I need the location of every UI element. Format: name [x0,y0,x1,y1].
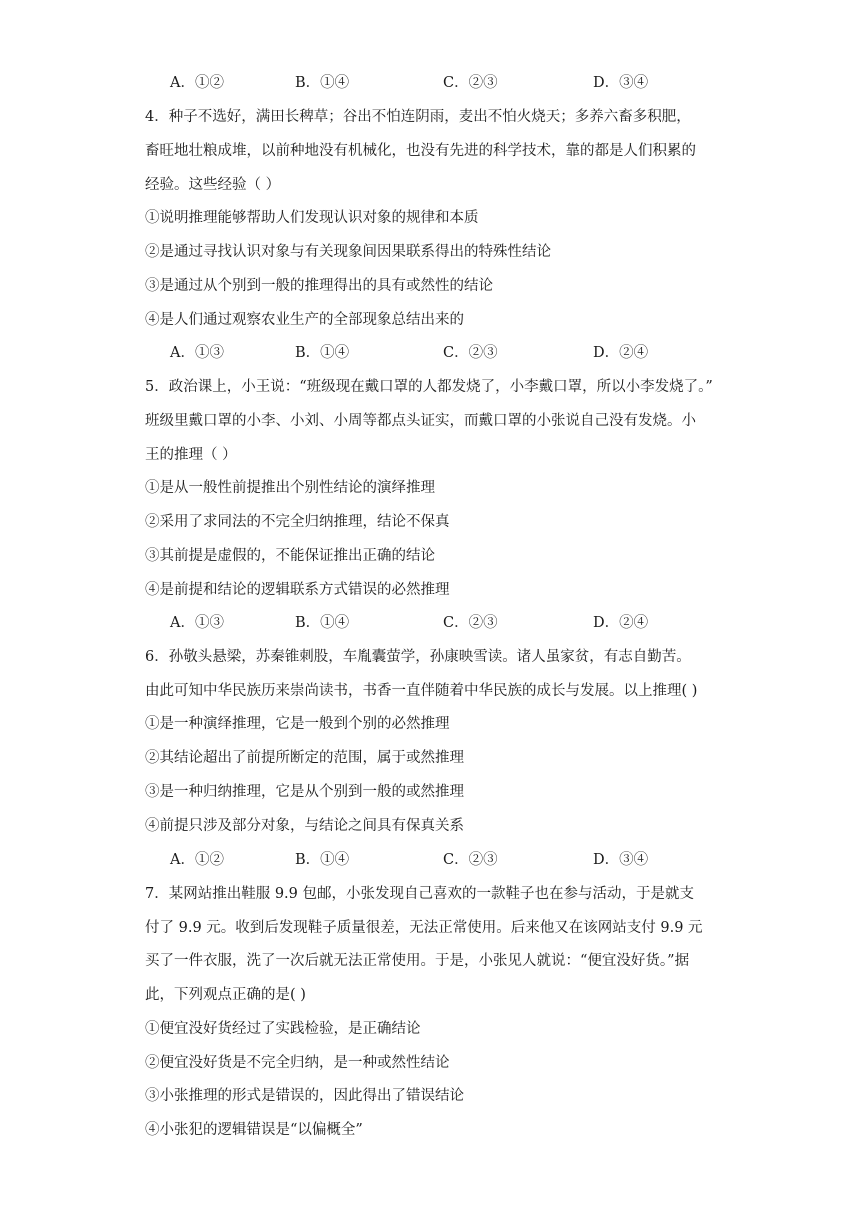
q7-stem-line-1: 7．某网站推出鞋服 9.9 包邮，小张发现自己喜欢的一款鞋子也在参与活动，于是就支 [145,886,695,902]
q6-options [170,850,690,870]
q3-option-c[interactable]: C．②③ [443,75,498,91]
q7-statement-3: ③小张推理的形式是错误的，因此得出了错误结论 [145,1088,464,1104]
q5-stem-line-1: 5．政治课上，小王说：“班级现在戴口罩的人都发烧了，小李戴口罩，所以小李发烧了。” [145,379,713,395]
q5-options [170,613,690,633]
q5-statement-2: ②采用了求同法的不完全归纳推理，结论不保真 [145,514,450,530]
q7-stem-line-3: 买了一件衣服，洗了一次后就无法正常使用。于是，小张见人就说：“便宜没好货。”据 [145,953,690,969]
q5-statement-4: ④是前提和结论的逻辑联系方式错误的必然推理 [145,582,450,598]
q6-statement-1: ①是一种演绎推理，它是一般到个别的必然推理 [145,716,450,732]
q4-statement-3: ③是通过从个别到一般的推理得出的具有或然性的结论 [145,278,493,294]
q3-option-d[interactable]: D．③④ [593,75,649,91]
q4-stem-line-1: 4．种子不选好，满田长稗草；谷出不怕连阴雨，麦出不怕火烧天；多养六畜多积肥， [145,109,691,125]
q5-statement-3: ③其前提是虚假的，不能保证推出正确的结论 [145,548,435,564]
q6-option-d[interactable]: D．③④ [593,852,649,868]
q4-statement-2: ②是通过寻找认识对象与有关现象间因果联系得出的特殊性结论 [145,244,551,260]
q6-stem-line-2: 由此可知中华民族历来崇尚读书，书香一直伴随着中华民族的成长与发展。以上推理( ) [145,683,698,699]
q7-statement-1: ①便宜没好货经过了实践检验，是正确结论 [145,1021,421,1037]
q6-stem-line-1: 6．孙敬头悬梁，苏秦锥刺股，车胤囊萤学，孙康映雪读。诸人虽家贫，有志自勤苦。 [145,649,691,665]
q4-stem-line-2: 畜旺地壮粮成堆，以前种地没有机械化，也没有先进的科学技术，靠的都是人们积累的 [145,143,696,159]
q4-option-d[interactable]: D．②④ [593,345,649,361]
q5-option-c[interactable]: C．②③ [443,615,498,631]
q7-stem-line-2: 付了 9.9 元。收到后发现鞋子质量很差，无法正常使用。后来他又在该网站支付 9.9 元 [145,920,703,936]
q3-option-b[interactable]: B．①④ [295,75,350,91]
q5-stem-line-2: 班级里戴口罩的小李、小刘、小周等都点头证实，而戴口罩的小张说自己没有发烧。小 [145,413,696,429]
q4-statement-4: ④是人们通过观察农业生产的全部现象总结出来的 [145,312,464,328]
q7-statement-4: ④小张犯的逻辑错误是“以偏概全” [145,1122,363,1138]
q4-option-c[interactable]: C．②③ [443,345,498,361]
q5-option-d[interactable]: D．②④ [593,615,649,631]
q4-option-a[interactable]: A．①③ [170,345,224,361]
q6-statement-2: ②其结论超出了前提所断定的范围，属于或然推理 [145,750,464,766]
q6-option-a[interactable]: A．①② [170,852,224,868]
q7-stem-line-4: 此，下列观点正确的是( ) [145,987,306,1003]
q6-option-c[interactable]: C．②③ [443,852,498,868]
q4-stem-line-3: 经验。这些经验（ ） [145,177,281,193]
q6-option-b[interactable]: B．①④ [295,852,350,868]
q4-options [170,343,690,363]
q3-option-a[interactable]: A．①② [170,75,224,91]
q5-statement-1: ①是从一般性前提推出个别性结论的演绎推理 [145,480,435,496]
q5-option-b[interactable]: B．①④ [295,615,350,631]
q4-option-b[interactable]: B．①④ [295,345,350,361]
q3-options [170,73,690,93]
q4-statement-1: ①说明推理能够帮助人们发现认识对象的规律和本质 [145,210,479,226]
q5-stem-line-3: 王的推理（ ） [145,447,237,463]
q6-statement-4: ④前提只涉及部分对象，与结论之间具有保真关系 [145,818,464,834]
q5-option-a[interactable]: A．①③ [170,615,224,631]
q7-statement-2: ②便宜没好货是不完全归纳，是一种或然性结论 [145,1055,450,1071]
q6-statement-3: ③是一种归纳推理，它是从个别到一般的或然推理 [145,784,464,800]
